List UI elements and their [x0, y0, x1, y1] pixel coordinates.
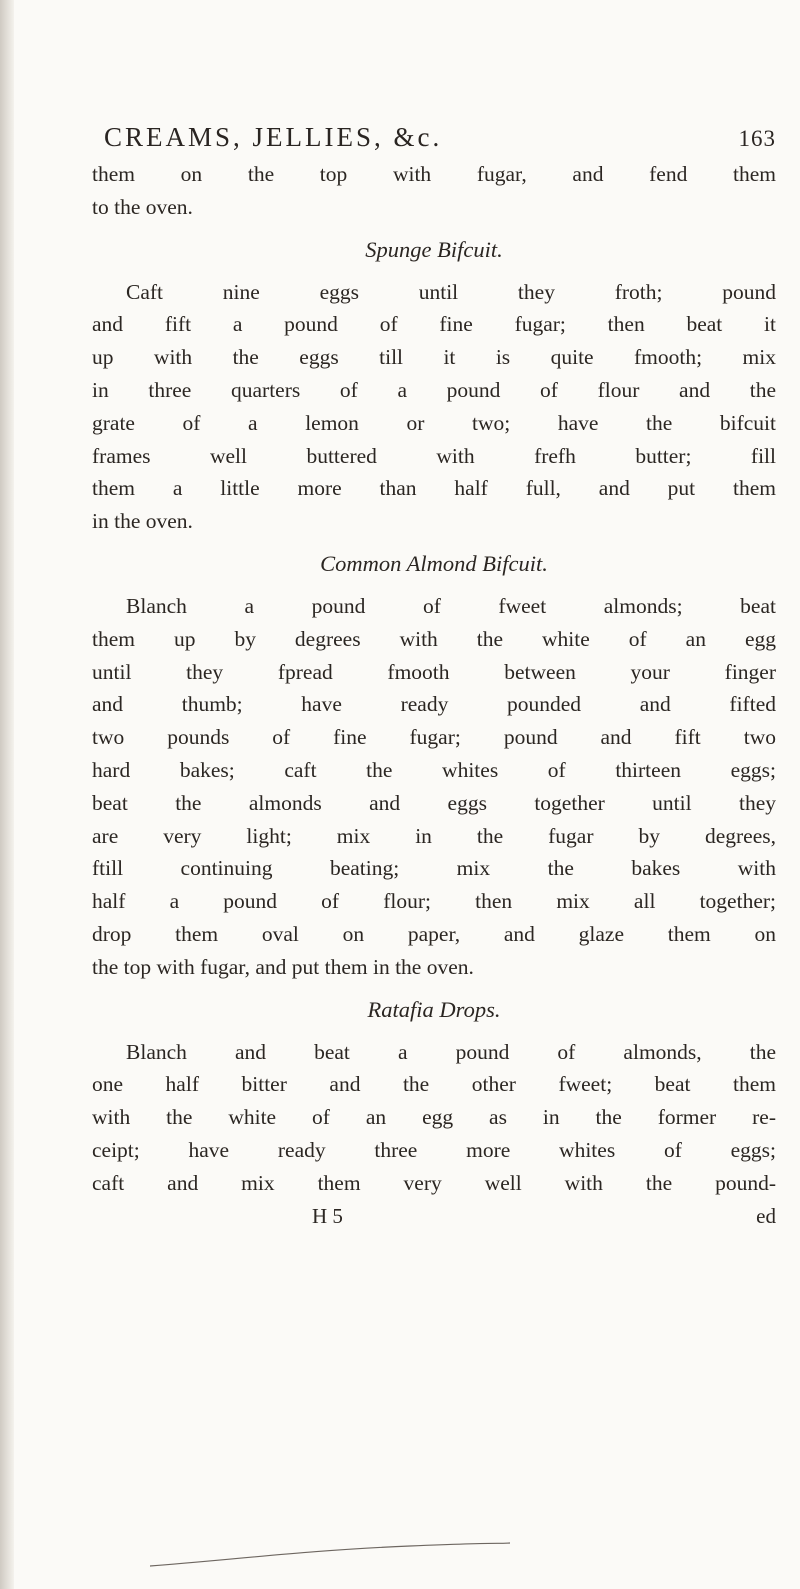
continuation-paragraph [92, 158, 776, 224]
text-line: two pounds of fine fugar; pound and fift two [92, 725, 776, 750]
text-line: in the oven. [92, 509, 193, 534]
text-line: Blanch and beat a pound of almonds, the [126, 1039, 776, 1064]
page-content [92, 118, 776, 1232]
recipe-heading: Spunge Bifcuit. [365, 236, 503, 262]
text-line: are very light; mix in the fugar by degrees, [92, 823, 776, 848]
text-line: frames well buttered with frefh butter; fill [92, 443, 776, 468]
recipe-spunge-bifcuit [92, 224, 776, 538]
running-title: CREAMS, JELLIES, &c. [104, 122, 443, 152]
text-line: grate of a lemon or two; have the bifcuit [92, 410, 776, 435]
text-line: caft and mix them very well with the pound- [92, 1170, 776, 1195]
page-number: 163 [738, 126, 776, 151]
text-line: them a little more than half full, and put them [92, 476, 776, 501]
text-line: and thumb; have ready pounded and fifted [92, 692, 776, 717]
text-line: them up by degrees with the white of an egg [92, 626, 776, 651]
text-line: hard bakes; caft the whites of thirteen eggs; [92, 757, 776, 782]
page-footer [92, 1200, 776, 1233]
text-line: them on the top with fugar, and fend them [92, 162, 776, 186]
page-edge-curve [150, 1540, 510, 1570]
text-line: in three quarters of a pound of flour and the [92, 377, 776, 402]
signature-mark: H 5 [312, 1203, 343, 1228]
page-header [92, 118, 776, 158]
text-line: to the oven. [92, 194, 193, 219]
text-line: with the white of an egg as in the former re- [92, 1105, 776, 1130]
text-line: and fift a pound of fine fugar; then beat it [92, 312, 776, 337]
catchword: ed [756, 1203, 776, 1228]
text-line: up with the eggs till it is quite fmooth; mix [92, 345, 776, 370]
recipe-heading: Common Almond Bifcuit. [320, 550, 548, 576]
text-line: the top with fugar, and put them in the oven. [92, 954, 474, 979]
text-line: until they fpread fmooth between your finger [92, 659, 776, 684]
recipe-heading: Ratafia Drops. [367, 996, 501, 1022]
text-line: one half bitter and the other fweet; beat them [92, 1072, 776, 1097]
recipe-common-almond-bifcuit [92, 538, 776, 984]
text-line: ceipt; have ready three more whites of eggs; [92, 1137, 776, 1162]
recipe-ratafia-drops [92, 984, 776, 1200]
text-line: Caft nine eggs until they froth; pound [126, 279, 776, 304]
text-line: ftill continuing beating; mix the bakes with [92, 856, 776, 881]
text-line: drop them oval on paper, and glaze them on [92, 921, 776, 946]
page-gutter-shadow [0, 0, 14, 1589]
text-line: beat the almonds and eggs together until they [92, 790, 776, 815]
text-line: Blanch a pound of fweet almonds; beat [126, 593, 776, 618]
text-line: half a pound of flour; then mix all together; [92, 889, 776, 914]
